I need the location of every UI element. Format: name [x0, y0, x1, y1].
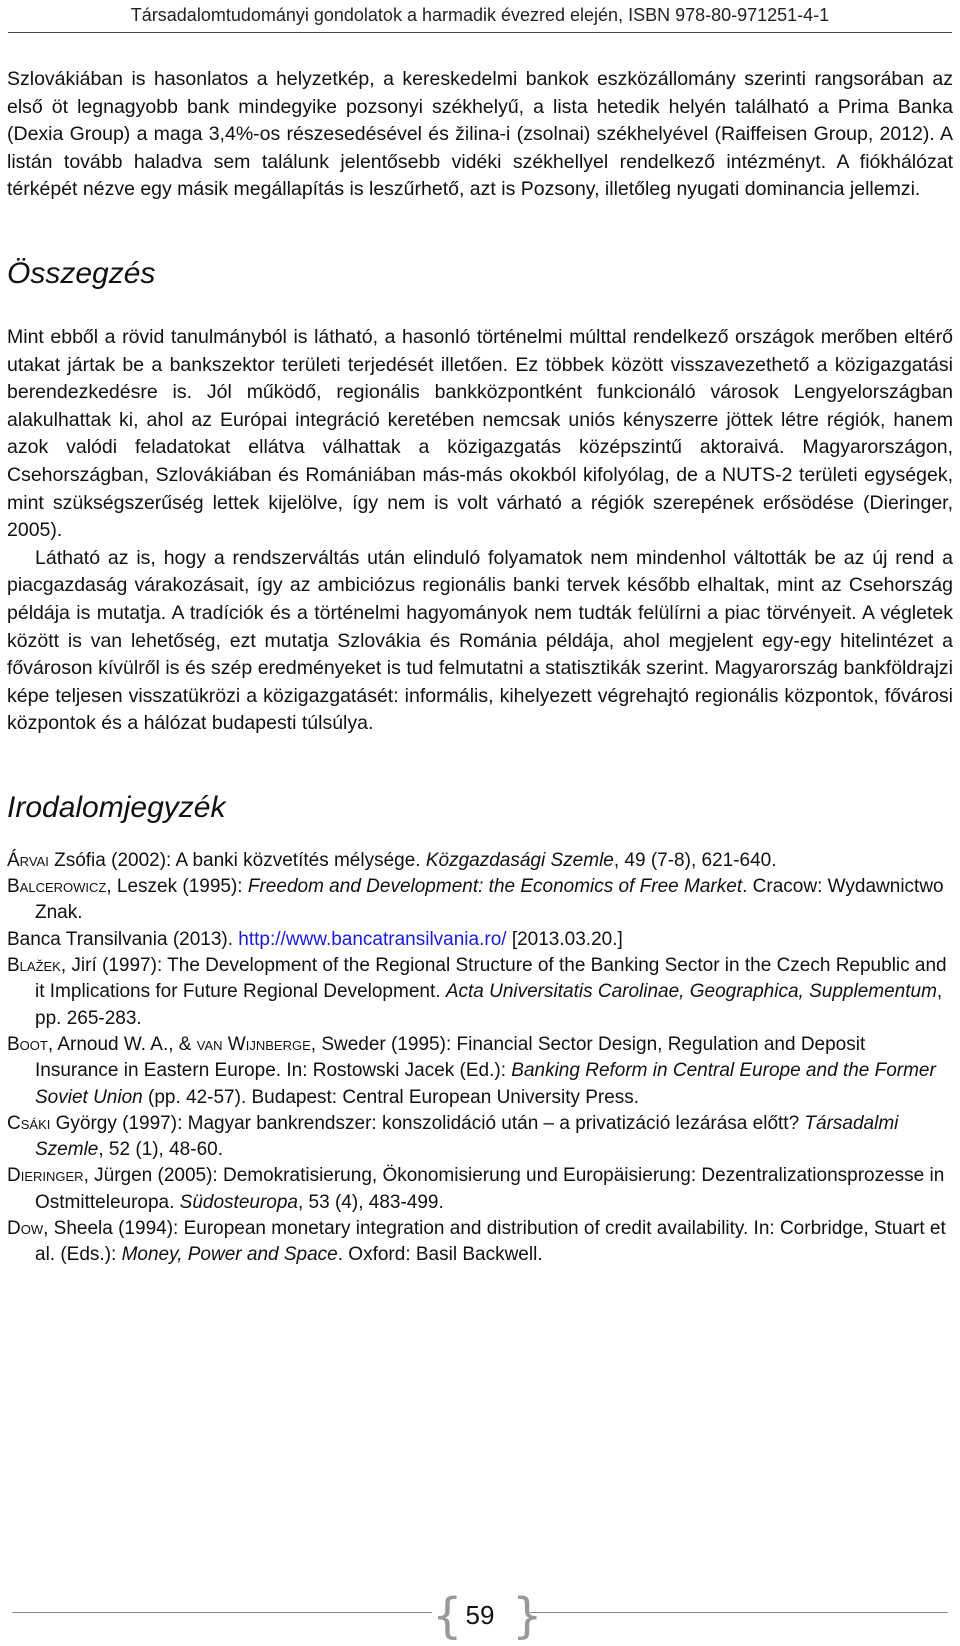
left-brace-icon: {	[432, 1588, 463, 1644]
reference-author: Dieringer	[7, 1165, 84, 1187]
running-header: Társadalomtudományi gondolatok a harmadik évezred elején, ISBN 978-80-971251-4-1	[130, 5, 830, 25]
intro-paragraph: Szlovákiában is hasonlatos a helyzetkép, a kereskedelmi bankok eszközállomány szerinti rangsorában az első öt legnagyobb bank mindegyike pozsonyi székhelyű, a lista hetedik helyén található a Prima Banka (Dexia Group) a maga 3,4%-os részesedésével és žilina-i (zsolnai) székhelyével (Raiffeisen Group, 2012). A listán tovább haladva sem találunk jelentősebb vidéki székhellyel rendelkező intézményt. A fiókhálózat térképét nézve egy másik megállapítás is leszűrhető, azt is Pozsony, illetőleg nyugati dominancia jellemzi.	[7, 68, 953, 201]
right-brace-icon: }	[512, 1588, 543, 1644]
summary-heading: Összegzés	[7, 256, 156, 290]
reference-author: Dow	[7, 1218, 44, 1240]
page-footer	[0, 1590, 960, 1646]
reference-link[interactable]: http://www.bancatransilvania.ro/	[238, 928, 507, 950]
page-number: 59	[465, 1600, 495, 1630]
reference-title: Freedom and Development: the Economics of Free Market	[247, 876, 743, 898]
reference-journal: Közgazdasági Szemle	[425, 849, 614, 871]
reference-author: Csáki	[7, 1112, 51, 1134]
reference-author: Balcerowicz	[7, 876, 107, 898]
reference-item: Balcerowicz, Leszek (1995): Freedom and Development: the Economics of Free Market. Cracow: Wydawnictwo Znak.	[7, 876, 944, 924]
reference-author: Blažek	[7, 955, 61, 977]
summary-paragraph-1: Mint ebből a rövid tanulmányból is látható, a hasonló történelmi múlttal rendelkező országok merőben eltérő utakat jártak be a bankszektor területi terjedését illetően. Ez többek között visszavezethető a közigazgatási berendezkedésre is. Jól működő, regionális bankközpontként funkcionáló városok Lengyelországban alakulhattak ki, ahol az Európai integráció keretében nemcsak uniós kényszerre jöttek létre régiók, hanem azok valódi feladatokat ellátva válhattak a közigazgatás középszintű aktoraivá. Magyarországon, Csehországban, Szlovákiában és Romániában más-más okokból kifolyólag, de a NUTS-2 területi egységek, mint szükségszerűség lettek kijelölve, így nem is volt várható a régiók szerepének erősödése (Dieringer, 2005).	[7, 325, 953, 542]
reference-book-title: Banking Reform in Central Europe and the Former Soviet Union	[35, 1060, 936, 1108]
reference-item: Banca Transilvania (2013). http://www.bancatransilvania.ro/ [2013.03.20.]	[7, 928, 623, 950]
header-rule	[8, 32, 952, 33]
summary-paragraph-2: Látható az is, hogy a rendszerváltás után elinduló folyamatok nem mindenhol váltották be az új rend a piacgazdaság várakozásait, így az ambiciózus regionális banki tervek később elhaltak, mint az Csehország példája is mutatja. A tradíciók és a történelmi hagyományok nem tudták felülírni a piac törvényeit. A végletek között is van lehetőség, ezt mutatja Szlovákia és Románia példája, ahol megjelent egy-egy hitelintézet a fővároson kívülről is és szép eredményeket is tud felmutatni a statisztikák szerint. Magyarország bankföldrajzi képe teljesen visszatükrözi a közigazgatásét: informális, kihelyezett végrehajtó regionális központok, fővárosi központok és a hálózat budapesti túlsúlya.	[7, 546, 953, 735]
reference-item: Boot, Arnoud W. A., & van Wijnberge, Sweder (1995): Financial Sector Design, Regulation and Deposit Insurance in Eastern Europe. In: Rostowski Jacek (Ed.): Banking Reform in Central Europe and the Former Soviet Union (pp. 42-57). Budapest: Central European University Press.	[7, 1033, 936, 1108]
reference-item: Dow, Sheela (1994): European monetary integration and distribution of credit availability. In: Corbridge, Stuart et al. (Eds.): Money, Power and Space. Oxford: Basil Backwell.	[7, 1218, 946, 1266]
reference-book-title: Money, Power and Space	[121, 1244, 338, 1266]
footer-rule-right	[530, 1612, 948, 1613]
reference-journal: Südosteuropa	[179, 1191, 298, 1213]
page-content	[7, 66, 953, 1269]
reference-item: Blažek, Jirí (1997): The Development of the Regional Structure of the Banking Sector in the Czech Republic and it Implications for Future Regional Development. Acta Universitatis Carolinae, Geographica, Supplementum, pp. 265-283.	[7, 955, 947, 1029]
reference-author: van Wijnberge	[196, 1033, 311, 1055]
reference-list	[7, 848, 953, 1269]
footer-rule-left	[12, 1612, 432, 1613]
references-heading: Irodalomjegyzék	[7, 790, 226, 824]
reference-author: Boot	[7, 1033, 48, 1055]
reference-item: Csáki György (1997): Magyar bankrendszer: konszolidáció után – a privatizáció lezárása előtt? Társadalmi Szemle, 52 (1), 48-60.	[7, 1112, 899, 1161]
reference-journal: Társadalmi Szemle	[35, 1112, 899, 1161]
reference-author: Árvai	[7, 849, 49, 871]
reference-journal: Acta Universitatis Carolinae, Geographica, Supplementum	[445, 981, 937, 1003]
reference-item: Árvai Zsófia (2002): A banki közvetítés mélysége. Közgazdasági Szemle, 49 (7-8), 621-640.	[7, 849, 777, 871]
reference-item: Dieringer, Jürgen (2005): Demokratisierung, Ökonomisierung und Europäisierung: Dezentralizationsprozesse in Ostmitteleuropa. Südosteuropa, 53 (4), 483-499.	[7, 1165, 945, 1213]
